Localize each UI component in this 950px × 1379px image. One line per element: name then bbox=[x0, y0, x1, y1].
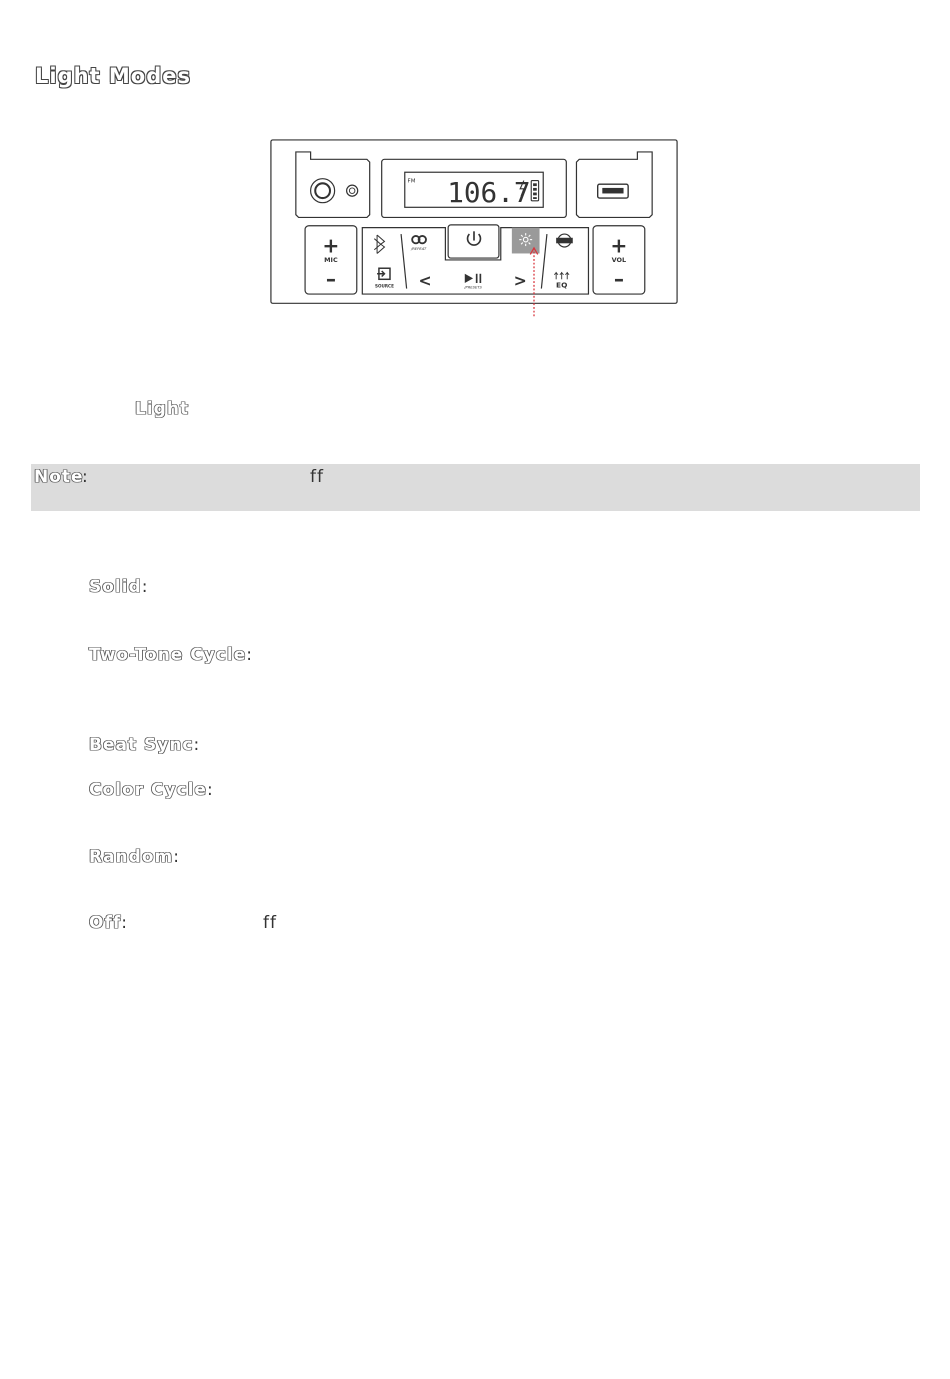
vol-minus: – bbox=[613, 266, 625, 291]
note-fragment: ff bbox=[310, 467, 324, 487]
display-frequency: 106.7 bbox=[447, 175, 531, 209]
mode-label: Beat Sync bbox=[89, 735, 194, 755]
vol-plus: + bbox=[610, 233, 628, 258]
vol-label: VOL bbox=[611, 255, 627, 264]
mode-label: Solid bbox=[89, 577, 142, 597]
source-icon bbox=[377, 268, 390, 279]
mode-label: Color Cycle bbox=[89, 780, 207, 800]
next-button: > bbox=[513, 270, 527, 290]
power-icon bbox=[468, 231, 481, 245]
eq-label: EQ bbox=[556, 280, 568, 290]
display-band: FM bbox=[407, 178, 416, 185]
play-pause-icon bbox=[465, 274, 481, 283]
bluetooth-icon bbox=[374, 235, 384, 253]
source-label: SOURCE bbox=[375, 283, 394, 289]
battery-icon bbox=[531, 181, 538, 201]
light-word: Light bbox=[135, 399, 190, 419]
aux-jack-icon bbox=[311, 179, 358, 203]
mode-color-cycle: Color Cycle: bbox=[89, 780, 214, 800]
prev-button: < bbox=[418, 270, 432, 290]
presets-label: /PRESETS bbox=[464, 285, 482, 290]
repeat-icon bbox=[412, 236, 426, 243]
page-title: Light Modes bbox=[35, 64, 192, 88]
repeat-label: /REPEAT bbox=[411, 246, 427, 251]
control-panel-illustration bbox=[253, 139, 695, 319]
boom-icon bbox=[556, 234, 573, 247]
mode-off: Off: ff bbox=[89, 913, 277, 933]
note-label: Note bbox=[34, 467, 84, 487]
mode-label: Two-Tone Cycle bbox=[89, 645, 247, 665]
mic-plus: + bbox=[322, 233, 340, 258]
mode-solid: Solid: bbox=[89, 577, 149, 597]
mode-label: Random bbox=[89, 847, 174, 867]
note-bar bbox=[31, 464, 920, 511]
mode-off-fragment: ff bbox=[263, 913, 277, 933]
mode-random: Random: bbox=[89, 847, 180, 867]
note-colon: : bbox=[82, 467, 89, 487]
mic-label: MIC bbox=[324, 255, 338, 264]
mode-label: Off bbox=[89, 913, 122, 933]
mic-minus: – bbox=[325, 266, 337, 291]
mode-beat-sync: Beat Sync: bbox=[89, 735, 201, 755]
usb-port-icon bbox=[598, 184, 628, 198]
eq-icon bbox=[554, 272, 569, 279]
mode-two-tone-cycle: Two-Tone Cycle: bbox=[89, 645, 253, 665]
